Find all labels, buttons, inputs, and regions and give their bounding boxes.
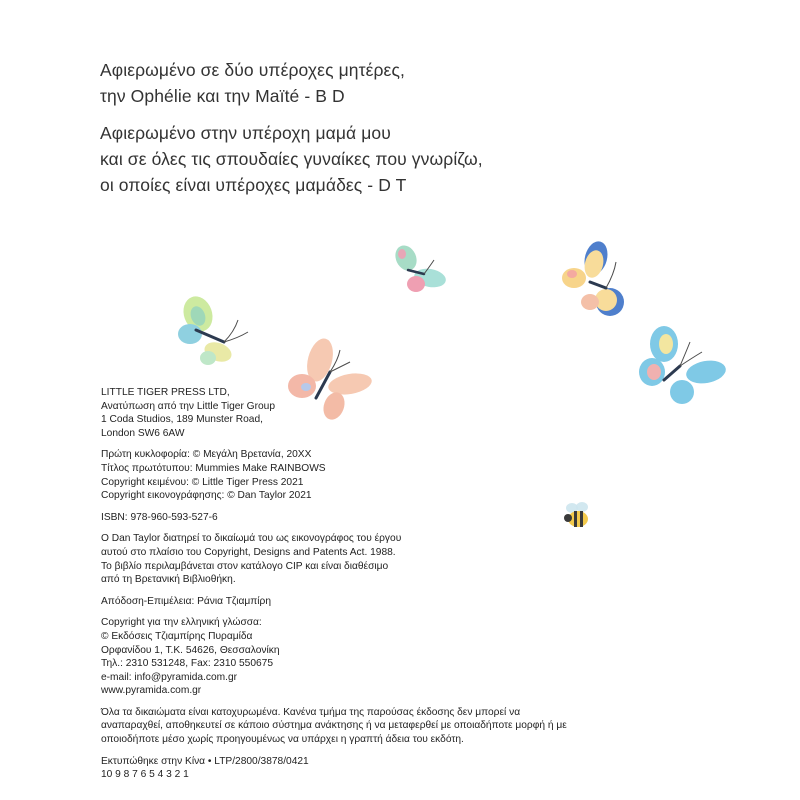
butterfly-mint-icon	[172, 292, 260, 380]
all-rights-line: αναπαραχθεί, αποθηκευτεί σε κάποιο σύστημα ανάκτησης ή να μεταφερθεί με οποιαδήποτε μορφή ή με	[101, 720, 567, 732]
publisher-line: London SW6 6AW	[101, 427, 185, 439]
dedication-line: την Ophélie και την Maïté - B D	[100, 86, 345, 106]
dedication-line: οι οποίες είναι υπέροχες μαμάδες - D T	[100, 175, 407, 195]
isbn-block	[101, 511, 567, 525]
copyright-line: Ορφανίδου 1, Τ.Κ. 54626, Θεσσαλονίκη	[101, 644, 280, 656]
copyright-line: Τηλ.: 2310 531248, Fax: 2310 550675	[101, 658, 274, 670]
editing-block	[101, 595, 567, 609]
rights-line: Ο Dan Taylor διατηρεί το δικαίωμά του ως εικονογράφος του έργου	[101, 533, 402, 545]
publisher-line: LITTLE TIGER PRESS LTD,	[101, 387, 230, 398]
edition-block	[101, 448, 567, 502]
email-line: e-mail: info@pyramida.com.gr	[101, 671, 238, 683]
publisher-line: 1 Coda Studios, 189 Munster Road,	[101, 414, 263, 426]
butterfly-blue-icon	[636, 322, 728, 412]
edition-line: Copyright κειμένου: © Little Tiger Press 2021	[101, 476, 304, 488]
dedication-1	[100, 57, 405, 109]
website-line: www.pyramida.com.gr	[101, 685, 202, 697]
all-rights-line: οποιοδήποτε μέσο χωρίς προηγουμένως να υπάρχει η γραπτή άδεια του εκδότη.	[101, 734, 464, 746]
dedication-line: και σε όλες τις σπουδαίες γυναίκες που γνωρίζω,	[100, 149, 483, 169]
dedication-line: Αφιερωμένο στην υπέροχη μαμά μου	[100, 123, 391, 143]
edition-line: Copyright εικονογράφησης: © Dan Taylor 2021	[101, 490, 312, 502]
publisher-block	[101, 386, 567, 440]
dedication-2	[100, 120, 483, 198]
dedication-line: Αφιερωμένο σε δύο υπέροχες μητέρες,	[100, 60, 405, 80]
print-run-line: 10 9 8 7 6 5 4 3 2 1	[101, 769, 189, 781]
butterfly-yellow-icon	[556, 238, 632, 330]
copyright-line: Copyright για την ελληνική γλώσσα:	[101, 617, 262, 629]
isbn: ISBN: 978-960-593-527-6	[101, 511, 218, 523]
rights-line: από τη Βρετανική Βιβλιοθήκη.	[101, 574, 236, 586]
publisher-line: Ανατύπωση από την Little Tiger Group	[101, 400, 275, 412]
printing-block	[101, 755, 567, 782]
greek-copyright-block	[101, 616, 567, 698]
imprint	[101, 386, 567, 790]
printing-line: Εκτυπώθηκε στην Κίνα • LTP/2800/3878/0421	[101, 755, 309, 767]
all-rights-block	[101, 706, 567, 747]
edition-line: Τίτλος πρωτότυπου: Mummies Make RAINBOWS	[101, 462, 326, 474]
copyright-line: © Εκδόσεις Τζιαμπίρης Πυραμίδα	[101, 630, 253, 642]
all-rights-line: Όλα τα δικαιώματα είναι κατοχυρωμένα. Κανένα τμήμα της παρούσας έκδοσης δεν μπορεί να	[101, 706, 521, 718]
rights-notice-block	[101, 532, 567, 586]
editing-credit: Απόδοση-Επιμέλεια: Ράνια Τζιαμπίρη	[101, 595, 272, 607]
edition-line: Πρώτη κυκλοφορία: © Μεγάλη Βρετανία, 20XX	[101, 449, 312, 461]
rights-line: Το βιβλίο περιλαμβάνεται στον κατάλογο CIP και είναι διαθέσιμο	[101, 560, 389, 572]
rights-line: αυτού στο πλαίσιο του Copyright, Designs and Patents Act. 1988.	[101, 546, 396, 558]
butterfly-teal-small-icon	[388, 240, 452, 302]
